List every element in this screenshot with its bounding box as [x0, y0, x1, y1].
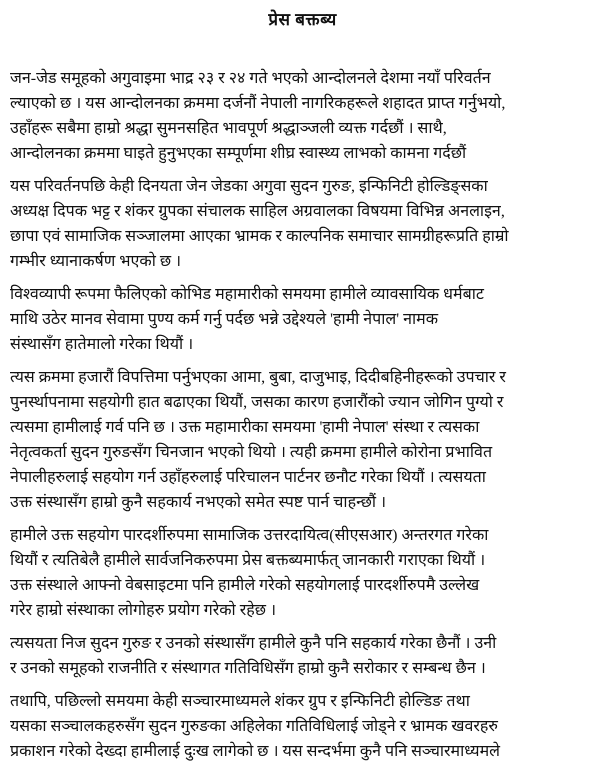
- paragraph-3: [10, 282, 595, 357]
- text-line: तथापि, पछिल्लो समयमा केही सञ्चारमाध्यमले शंकर ग्रुप र इन्फिनिटी होल्डिङ तथा: [10, 693, 470, 710]
- paragraph-7: [10, 689, 595, 764]
- text-line: गरेर हाम्रो संस्थाका लोगोहरु प्रयोग गरेको रहेछ ।: [10, 602, 277, 619]
- text-line: अध्यक्ष दिपक भट्ट र शंकर ग्रुपका संचालक साहिल अग्रवालका विषयमा विभिन्न अनलाइन,: [10, 203, 505, 220]
- text-line: पुनर्स्थापनामा सहयोगी हात बढाएका थियौं, जसका कारण हजारौंको ज्यान जोगिन पुग्यो र: [10, 394, 504, 411]
- text-line: त्यस क्रममा हजारौं विपत्तिमा पर्नुभएका आमा, बुबा, दाजुभाइ, दिदीबहिनीहरूको उपचार र: [10, 369, 506, 386]
- text-line: संस्थासँग हातेमालो गरेका थियौं ।: [10, 336, 194, 353]
- text-line: यसका सञ्चालकहरुसँग सुदन गुरुङका अहिलेका गतिविधिलाई जोड्ने र भ्रामक खवरहरु: [10, 718, 498, 735]
- paragraph-6: [10, 631, 595, 681]
- text-line: त्यसमा हामीलाई गर्व पनि छ । उक्त महामारीका समयमा 'हामी नेपाल' संस्था र त्यसका: [10, 419, 480, 436]
- paragraph-4: [10, 365, 595, 515]
- text-line: यस परिवर्तनपछि केही दिनयता जेन जेडका अगुवा सुदन गुरुङ, इन्फिनिटी होल्डिङ्सका: [10, 178, 488, 195]
- text-line: उक्त संस्थाले आफ्नो वेबसाइटमा पनि हामीले गरेको सहयोगलाई पारदर्शीरुपमै उल्लेख: [10, 577, 480, 594]
- text-line: ल्याएको छ । यस आन्दोलनका क्रममा दर्जनौं नेपाली नागरिकहरूले शहादत प्राप्त गर्नुभयो,: [10, 95, 506, 112]
- paragraph-1: [10, 66, 595, 166]
- text-line: र उनको समूहको राजनीति र संस्थागत गतिविधिसँग हाम्रो कुनै सरोकार र सम्बन्ध छैन ।: [10, 660, 486, 677]
- text-line: प्रकाशन गरेको देख्दा हामीलाई दुःख लागेको छ । यस सन्दर्भमा कुनै पनि सञ्चारमाध्यमले: [10, 743, 500, 760]
- text-line: जन-जेड समूहको अगुवाइमा भाद्र २३ र २४ गते भएको आन्दोलनले देशमा नयाँ परिवर्तन: [10, 70, 491, 87]
- text-line: उक्त संस्थासँग हाम्रो कुनै सहकार्य नभएको समेत स्पष्ट पार्न चाहन्छौं ।: [10, 494, 387, 511]
- paragraph-2: [10, 174, 595, 274]
- text-line: त्यसयता निज सुदन गुरुङ र उनको संस्थासँग हामीले कुनै पनि सहकार्य गरेका छैनौं । उनी: [10, 635, 497, 652]
- text-line: नेपालीहरुलाई सहयोग गर्न उहाँहरुलाई परिचालन पार्टनर छनौट गरेका थियौं । त्यसयता: [10, 469, 486, 486]
- text-line: नेतृत्वकर्ता सुदन गुरुङसँग चिनजान भएको थियो । त्यही क्रममा हामीले कोरोना प्रभावित: [10, 444, 493, 461]
- text-line: विश्वव्यापी रूपमा फैलिएको कोभिड महामारीको समयमा हामीले व्यावसायिक धर्मबाट: [10, 286, 484, 303]
- text-line: थियौं र त्यतिबेलै हामीले सार्वजनिकरुपमा प्रेस बक्तब्यमार्फत् जानकारी गराएका थियौं ।: [10, 552, 486, 569]
- paragraph-5: [10, 523, 595, 623]
- document-title: प्रेस बक्तब्य: [268, 10, 337, 29]
- text-line: छापा एवं सामाजिक सञ्जालमा आएका भ्रामक र काल्पनिक समाचार सामग्रीहरूप्रति हाम्रो: [10, 228, 509, 245]
- text-line: हामीले उक्त सहयोग पारदर्शीरुपमा सामाजिक उत्तरदायित्व(सीएसआर) अन्तरगत गरेका: [10, 527, 489, 544]
- text-line: माथि उठेर मानव सेवामा पुण्य कर्म गर्नु पर्दछ भन्ने उद्देश्यले 'हामी नेपाल' नामक: [10, 311, 439, 328]
- text-line: गम्भीर ध्यानाकर्षण भएको छ ।: [10, 253, 182, 270]
- text-line: आन्दोलनका क्रममा घाइते हुनुभएका सम्पूर्णमा शीघ्र स्वास्थ्य लाभको कामना गर्दछौं: [10, 145, 467, 162]
- text-line: उहाँहरू सबैमा हाम्रो श्रद्धा सुमनसहित भावपूर्ण श्रद्धाञ्जली व्यक्त गर्दछौं । साथै,: [10, 120, 447, 137]
